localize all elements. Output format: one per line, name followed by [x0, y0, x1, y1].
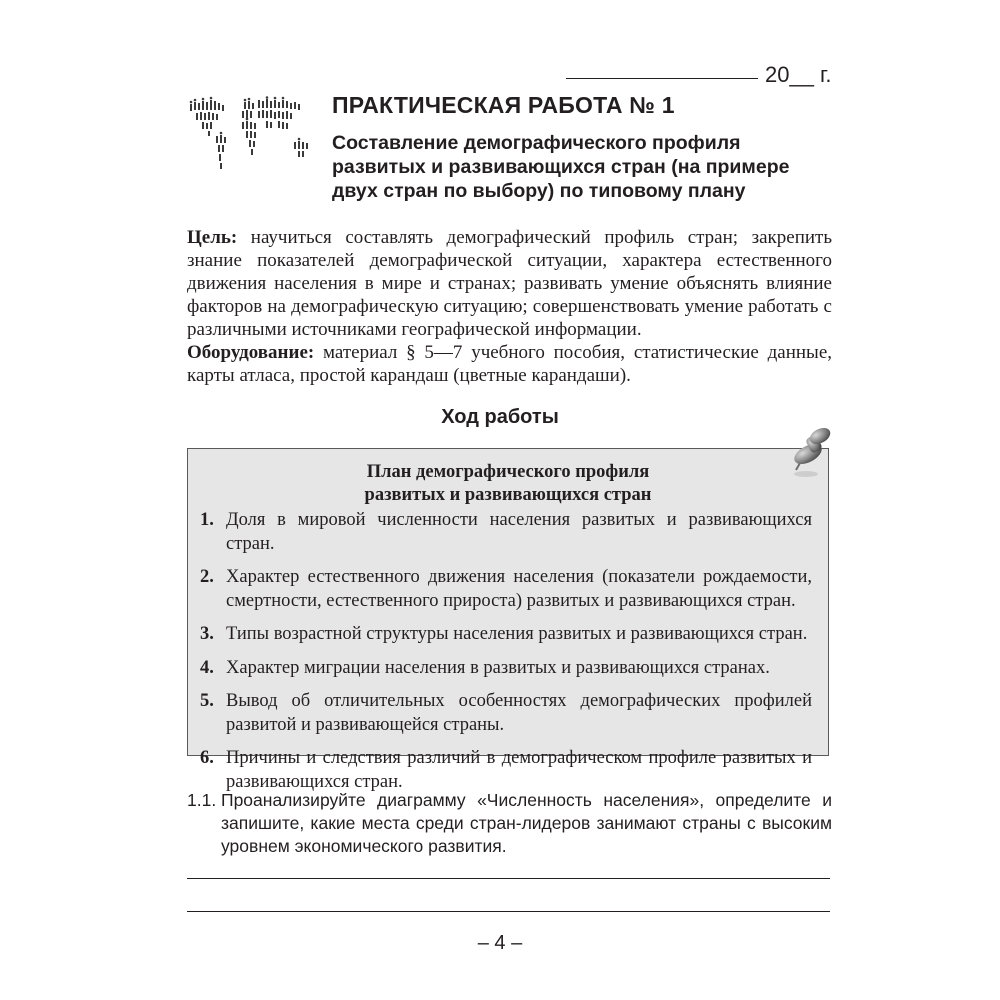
task-1-1	[187, 789, 832, 858]
plan-item	[200, 623, 812, 647]
goal-text: научиться составлять демографический профиль стран; закрепить знание показателей демографической ситуации, характера естественного движения населения в мире и странах; развивать умение объяснять влияние факторов на демографическую ситуацию; совершенствовать умение работать с различными источниками географической информации.	[187, 227, 832, 340]
plan-item	[200, 690, 812, 737]
equipment-label: Оборудование:	[187, 342, 315, 363]
task-text: Проанализируйте диаграмму «Численность населения», определите и запишите, какие места среди стран-лидеров занимают страны с высоким уровнем экономического развития.	[221, 790, 832, 856]
plan-item-text: Вывод об отличительных особенностях демографических профилей развитой и развивающейся страны.	[226, 691, 812, 735]
plan-item-number: 4.	[200, 657, 214, 678]
plan-list	[200, 509, 812, 804]
answer-line[interactable]	[187, 878, 830, 879]
goal-paragraph	[187, 226, 832, 341]
page-subtitle: Составление демографического профиля развитых и развивающихся стран (на примере двух стран по выбору) по типовому плану	[332, 132, 790, 202]
goal-label: Цель:	[187, 227, 238, 248]
date-year-label: 20__ г.	[765, 62, 832, 87]
plan-item	[200, 566, 812, 613]
task-number: 1.1.	[187, 790, 217, 810]
plan-title	[188, 461, 828, 507]
plan-item-number: 6.	[200, 748, 214, 768]
plan-item-number: 1.	[200, 510, 214, 530]
page-title: ПРАКТИЧЕСКАЯ РАБОТА № 1	[332, 92, 675, 118]
world-map-people-icon	[186, 96, 318, 172]
equipment-paragraph	[187, 341, 832, 387]
plan-title-line-1: План демографического профиля	[366, 462, 650, 482]
plan-item-text: Характер миграции населения в развитых и развивающихся странах.	[226, 657, 770, 678]
plan-item	[200, 747, 812, 794]
plan-item-text: Типы возрастной структуры населения развитых и развивающихся стран.	[226, 624, 808, 644]
plan-item-text: Причины и следствия различий в демографическом профиле развитых и развивающихся стран.	[226, 748, 812, 792]
plan-item-number: 3.	[200, 624, 214, 644]
plan-title-line-2: развитых и развивающихся стран	[364, 485, 652, 505]
plan-item-text: Характер естественного движения населения (показатели рождаемости, смертности, естественного прироста) развитых и развивающихся стран.	[226, 567, 812, 611]
equipment-text: материал § 5—7 учебного пособия, статистические данные, карты атласа, простой карандаш (цветные карандаши).	[187, 342, 833, 386]
plan-item-number: 2.	[200, 567, 214, 587]
plan-item	[200, 657, 812, 681]
answer-line[interactable]	[187, 911, 830, 912]
progress-heading: Ход работы	[441, 406, 559, 428]
plan-item-text: Доля в мировой численности населения развитых и развивающихся стран.	[226, 510, 812, 554]
date-blank-line[interactable]	[566, 78, 758, 79]
pushpin-icon	[784, 426, 836, 480]
page-number: – 4 –	[477, 932, 523, 954]
plan-item	[200, 509, 812, 556]
plan-item-number: 5.	[200, 691, 214, 711]
plan-box	[187, 448, 829, 792]
